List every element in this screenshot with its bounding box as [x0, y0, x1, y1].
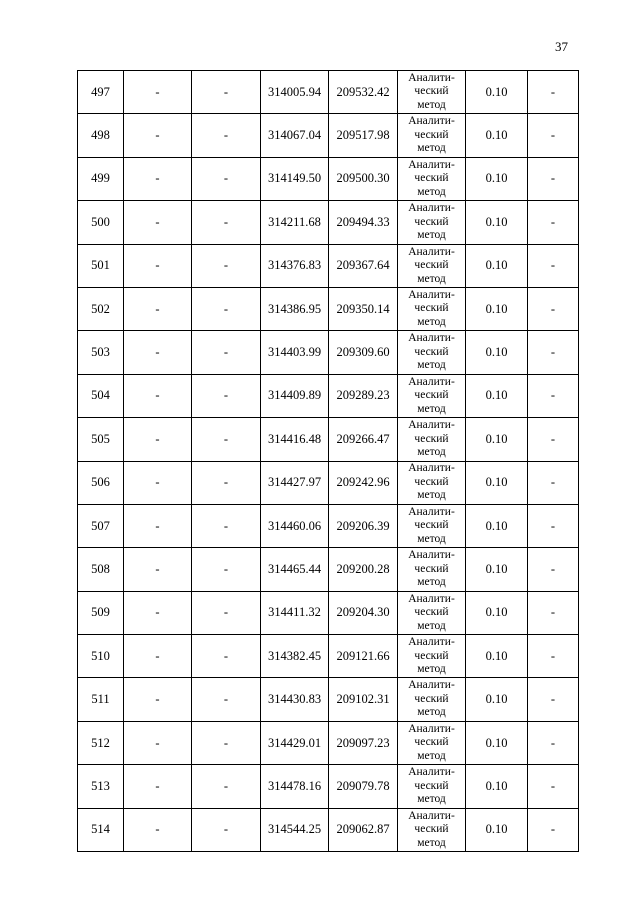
accuracy-cell: 0.10 [466, 374, 528, 417]
point-number-cell: 510 [78, 635, 124, 678]
point-number-cell: 498 [78, 114, 124, 157]
empty-cell-col3: - [192, 418, 261, 461]
point-number-cell: 509 [78, 591, 124, 634]
method-text-line: метод [417, 446, 446, 459]
method-text-line: Аналити- [408, 115, 455, 128]
method-text-line: ческий [414, 215, 449, 228]
empty-cell-col2: - [124, 461, 192, 504]
empty-cell-col8: - [528, 548, 579, 591]
empty-cell-col3: - [192, 548, 261, 591]
method-text-line: ческий [414, 692, 449, 705]
method-text-line: метод [417, 836, 446, 849]
method-text-line: метод [417, 489, 446, 502]
method-text-line: Аналити- [408, 462, 455, 475]
method-text-line: Аналити- [408, 158, 455, 171]
method-text-line: ческий [414, 519, 449, 532]
empty-cell-col2: - [124, 548, 192, 591]
method-text-line: ческий [414, 736, 449, 749]
point-number-cell: 513 [78, 765, 124, 808]
coordinate-x-cell: 314386.95 [261, 287, 329, 330]
empty-cell-col3: - [192, 808, 261, 851]
point-number-cell: 503 [78, 331, 124, 374]
method-text-line: Аналити- [408, 505, 455, 518]
empty-cell-col8: - [528, 808, 579, 851]
method-text-line: Аналити- [408, 766, 455, 779]
accuracy-cell: 0.10 [466, 635, 528, 678]
method-text-line: Аналити- [408, 202, 455, 215]
empty-cell-col8: - [528, 591, 579, 634]
accuracy-cell: 0.10 [466, 591, 528, 634]
method-cell [398, 461, 466, 504]
coordinate-x-cell: 314478.16 [261, 765, 329, 808]
method-text-line: метод [417, 619, 446, 632]
empty-cell-col2: - [124, 114, 192, 157]
empty-cell-col2: - [124, 418, 192, 461]
method-text-line: ческий [414, 302, 449, 315]
accuracy-cell: 0.10 [466, 765, 528, 808]
coordinate-y-cell: 209350.14 [329, 287, 398, 330]
coordinate-y-cell: 209266.47 [329, 418, 398, 461]
empty-cell-col8: - [528, 331, 579, 374]
method-text-line: Аналити- [408, 809, 455, 822]
method-text-line: ческий [414, 172, 449, 185]
coordinate-x-cell: 314409.89 [261, 374, 329, 417]
accuracy-cell: 0.10 [466, 808, 528, 851]
method-text-line: ческий [414, 432, 449, 445]
point-number-cell: 506 [78, 461, 124, 504]
point-number-cell: 504 [78, 374, 124, 417]
method-text-line: метод [417, 98, 446, 111]
coordinate-y-cell: 209242.96 [329, 461, 398, 504]
table-row [78, 374, 579, 417]
table-row [78, 678, 579, 721]
method-text-line: метод [417, 532, 446, 545]
empty-cell-col8: - [528, 461, 579, 504]
method-cell [398, 635, 466, 678]
point-number-cell: 511 [78, 678, 124, 721]
method-text-line: метод [417, 749, 446, 762]
accuracy-cell: 0.10 [466, 678, 528, 721]
method-text-line: Аналити- [408, 549, 455, 562]
empty-cell-col2: - [124, 678, 192, 721]
method-cell [398, 418, 466, 461]
point-number-cell: 499 [78, 157, 124, 200]
method-cell [398, 201, 466, 244]
empty-cell-col8: - [528, 678, 579, 721]
page-number: 37 [555, 39, 568, 54]
method-text-line: ческий [414, 128, 449, 141]
point-number-cell: 514 [78, 808, 124, 851]
method-cell [398, 765, 466, 808]
empty-cell-col2: - [124, 244, 192, 287]
empty-cell-col2: - [124, 504, 192, 547]
empty-cell-col2: - [124, 808, 192, 851]
method-cell [398, 678, 466, 721]
method-text-line: Аналити- [408, 245, 455, 258]
empty-cell-col8: - [528, 244, 579, 287]
empty-cell-col8: - [528, 157, 579, 200]
empty-cell-col3: - [192, 721, 261, 764]
empty-cell-col2: - [124, 331, 192, 374]
empty-cell-col8: - [528, 721, 579, 764]
empty-cell-col3: - [192, 201, 261, 244]
accuracy-cell: 0.10 [466, 201, 528, 244]
coordinate-y-cell: 209494.33 [329, 201, 398, 244]
method-text-line: метод [417, 402, 446, 415]
method-text-line: метод [417, 663, 446, 676]
point-number-cell: 505 [78, 418, 124, 461]
accuracy-cell: 0.10 [466, 244, 528, 287]
table-row [78, 808, 579, 851]
method-text-line: метод [417, 793, 446, 806]
accuracy-cell: 0.10 [466, 721, 528, 764]
method-text-line: ческий [414, 823, 449, 836]
method-text-line: ческий [414, 389, 449, 402]
table-row [78, 244, 579, 287]
coordinate-y-cell: 209517.98 [329, 114, 398, 157]
method-text-line: ческий [414, 779, 449, 792]
method-text-line: ческий [414, 475, 449, 488]
method-text-line: ческий [414, 259, 449, 271]
method-text-line: метод [417, 142, 446, 155]
empty-cell-col8: - [528, 765, 579, 808]
method-text-line: Аналити- [408, 375, 455, 388]
method-cell [398, 287, 466, 330]
accuracy-cell: 0.10 [466, 157, 528, 200]
accuracy-cell: 0.10 [466, 287, 528, 330]
empty-cell-col8: - [528, 374, 579, 417]
empty-cell-col3: - [192, 591, 261, 634]
method-text-line: Аналити- [408, 288, 455, 301]
empty-cell-col3: - [192, 504, 261, 547]
method-cell [398, 157, 466, 200]
table-row [78, 418, 579, 461]
coordinate-x-cell: 314149.50 [261, 157, 329, 200]
empty-cell-col3: - [192, 287, 261, 330]
accuracy-cell: 0.10 [466, 418, 528, 461]
empty-cell-col3: - [192, 71, 261, 114]
table-row [78, 157, 579, 200]
empty-cell-col8: - [528, 201, 579, 244]
accuracy-cell: 0.10 [466, 114, 528, 157]
point-number-cell: 500 [78, 201, 124, 244]
table-row [78, 331, 579, 374]
coordinate-y-cell: 209079.78 [329, 765, 398, 808]
point-number-cell: 497 [78, 71, 124, 114]
table-row [78, 114, 579, 157]
coordinate-x-cell: 314430.83 [261, 678, 329, 721]
accuracy-cell: 0.10 [466, 331, 528, 374]
point-number-cell: 512 [78, 721, 124, 764]
point-number-cell: 507 [78, 504, 124, 547]
method-cell [398, 331, 466, 374]
method-text-line: метод [417, 185, 446, 198]
coordinate-x-cell: 314005.94 [261, 71, 329, 114]
method-text-line: метод [417, 229, 446, 242]
empty-cell-col2: - [124, 765, 192, 808]
method-text-line: ческий [414, 85, 449, 98]
method-text-line: Аналити- [408, 71, 455, 84]
table-row [78, 71, 579, 114]
method-text-line: метод [417, 706, 446, 719]
coordinate-x-cell: 314416.48 [261, 418, 329, 461]
method-cell [398, 244, 466, 287]
coordinates-table [77, 70, 579, 852]
method-text-line: метод [417, 359, 446, 372]
empty-cell-col2: - [124, 721, 192, 764]
method-text-line: ческий [414, 345, 449, 358]
coordinate-x-cell: 314429.01 [261, 721, 329, 764]
coordinate-x-cell: 314382.45 [261, 635, 329, 678]
table-row [78, 635, 579, 678]
empty-cell-col8: - [528, 287, 579, 330]
point-number-cell: 508 [78, 548, 124, 591]
coordinate-x-cell: 314403.99 [261, 331, 329, 374]
table-row [78, 591, 579, 634]
coordinates-table-body [78, 71, 579, 852]
method-text-line: Аналити- [408, 679, 455, 692]
empty-cell-col2: - [124, 157, 192, 200]
table-row [78, 765, 579, 808]
coordinate-x-cell: 314465.44 [261, 548, 329, 591]
method-cell [398, 71, 466, 114]
method-text-line: метод [417, 576, 446, 589]
accuracy-cell: 0.10 [466, 548, 528, 591]
method-text-line: Аналити- [408, 592, 455, 605]
empty-cell-col2: - [124, 287, 192, 330]
coordinate-y-cell: 209309.60 [329, 331, 398, 374]
table-row [78, 504, 579, 547]
method-cell [398, 504, 466, 547]
table-row [78, 461, 579, 504]
coordinate-y-cell: 209500.30 [329, 157, 398, 200]
method-cell [398, 808, 466, 851]
coordinate-y-cell: 209206.39 [329, 504, 398, 547]
accuracy-cell: 0.10 [466, 461, 528, 504]
coordinate-y-cell: 209289.23 [329, 374, 398, 417]
method-text-line: метод [417, 315, 446, 328]
coordinate-y-cell: 209097.23 [329, 721, 398, 764]
empty-cell-col2: - [124, 591, 192, 634]
empty-cell-col8: - [528, 418, 579, 461]
coordinate-x-cell: 314427.97 [261, 461, 329, 504]
coordinate-x-cell: 314411.32 [261, 591, 329, 634]
table-row [78, 548, 579, 591]
method-text-line: ческий [414, 562, 449, 575]
method-text-line: ческий [414, 649, 449, 662]
coordinate-y-cell: 209204.30 [329, 591, 398, 634]
coordinate-x-cell: 314376.83 [261, 244, 329, 287]
method-cell [398, 548, 466, 591]
accuracy-cell: 0.10 [466, 504, 528, 547]
method-text-line: Аналити- [408, 636, 455, 649]
method-cell [398, 374, 466, 417]
method-text-line: ческий [414, 606, 449, 619]
empty-cell-col8: - [528, 635, 579, 678]
empty-cell-col2: - [124, 635, 192, 678]
method-text-line: Аналити- [408, 332, 455, 345]
empty-cell-col3: - [192, 157, 261, 200]
empty-cell-col2: - [124, 71, 192, 114]
point-number-cell: 502 [78, 287, 124, 330]
empty-cell-col8: - [528, 71, 579, 114]
empty-cell-col3: - [192, 765, 261, 808]
method-text-line: метод [417, 272, 446, 285]
coordinate-y-cell: 209200.28 [329, 548, 398, 591]
point-number-cell: 501 [78, 244, 124, 287]
empty-cell-col3: - [192, 244, 261, 287]
coordinate-x-cell: 314460.06 [261, 504, 329, 547]
empty-cell-col2: - [124, 201, 192, 244]
coordinate-y-cell: 209367.64 [329, 244, 398, 287]
coordinate-y-cell: 209532.42 [329, 71, 398, 114]
empty-cell-col3: - [192, 114, 261, 157]
coordinate-y-cell: 209102.31 [329, 678, 398, 721]
coordinate-x-cell: 314067.04 [261, 114, 329, 157]
coordinate-x-cell: 314544.25 [261, 808, 329, 851]
empty-cell-col8: - [528, 504, 579, 547]
table-row [78, 721, 579, 764]
method-text-line: Аналити- [408, 722, 455, 735]
empty-cell-col3: - [192, 678, 261, 721]
table-row [78, 287, 579, 330]
empty-cell-col3: - [192, 461, 261, 504]
empty-cell-col3: - [192, 374, 261, 417]
empty-cell-col3: - [192, 635, 261, 678]
empty-cell-col3: - [192, 331, 261, 374]
empty-cell-col8: - [528, 114, 579, 157]
method-cell [398, 721, 466, 764]
method-text-line: Аналити- [408, 419, 455, 432]
method-cell [398, 591, 466, 634]
coordinate-y-cell: 209062.87 [329, 808, 398, 851]
accuracy-cell: 0.10 [466, 71, 528, 114]
table-row [78, 201, 579, 244]
coordinate-x-cell: 314211.68 [261, 201, 329, 244]
coordinate-y-cell: 209121.66 [329, 635, 398, 678]
method-cell [398, 114, 466, 157]
empty-cell-col2: - [124, 374, 192, 417]
